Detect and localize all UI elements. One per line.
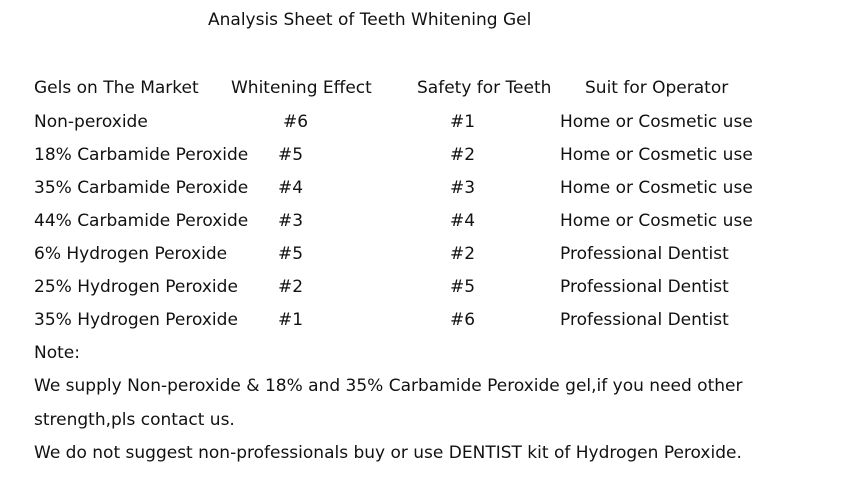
cell-operator: Home or Cosmetic use <box>560 178 753 198</box>
page-title: Analysis Sheet of Teeth Whitening Gel <box>208 10 532 30</box>
table-row <box>0 145 860 173</box>
cell-whitening: #2 <box>278 277 304 297</box>
cell-whitening: #4 <box>278 178 304 198</box>
cell-gel: 35% Carbamide Peroxide <box>34 178 249 198</box>
cell-operator: Home or Cosmetic use <box>560 112 753 132</box>
cell-safety: #2 <box>450 145 476 165</box>
cell-whitening: #5 <box>278 244 304 264</box>
cell-gel: 6% Hydrogen Peroxide <box>34 244 228 264</box>
table-row <box>0 277 860 305</box>
cell-gel: 35% Hydrogen Peroxide <box>34 310 238 330</box>
table-row <box>0 310 860 338</box>
cell-gel: 44% Carbamide Peroxide <box>34 211 249 231</box>
cell-gel: 25% Hydrogen Peroxide <box>34 277 238 297</box>
cell-operator: Home or Cosmetic use <box>560 145 753 165</box>
cell-whitening: #5 <box>278 145 304 165</box>
note-label: Note: <box>34 343 80 363</box>
cell-gel: Non-peroxide <box>34 112 148 132</box>
table-row <box>0 112 860 140</box>
column-header-gels: Gels on The Market <box>34 78 199 98</box>
cell-safety: #4 <box>450 211 476 231</box>
table-header-row <box>0 78 860 106</box>
cell-whitening: #6 <box>283 112 309 132</box>
cell-safety: #2 <box>450 244 476 264</box>
cell-operator: Professional Dentist <box>560 277 729 297</box>
cell-operator: Home or Cosmetic use <box>560 211 753 231</box>
table-row <box>0 211 860 239</box>
note-line: We do not suggest non-professionals buy or use DENTIST kit of Hydrogen Peroxide. <box>34 443 742 463</box>
cell-safety: #6 <box>450 310 476 330</box>
table-row <box>0 178 860 206</box>
cell-gel: 18% Carbamide Peroxide <box>34 145 249 165</box>
note-line: strength,pls contact us. <box>34 410 235 430</box>
cell-whitening: #1 <box>278 310 304 330</box>
cell-whitening: #3 <box>278 211 304 231</box>
cell-safety: #3 <box>450 178 476 198</box>
cell-safety: #1 <box>450 112 476 132</box>
note-line: We supply Non-peroxide & 18% and 35% Carbamide Peroxide gel,if you need other <box>34 376 743 396</box>
cell-operator: Professional Dentist <box>560 310 729 330</box>
column-header-safety: Safety for Teeth <box>417 78 552 98</box>
cell-safety: #5 <box>450 277 476 297</box>
column-header-operator: Suit for Operator <box>585 78 729 98</box>
table-row <box>0 244 860 272</box>
column-header-whitening-effect: Whitening Effect <box>231 78 372 98</box>
cell-operator: Professional Dentist <box>560 244 729 264</box>
